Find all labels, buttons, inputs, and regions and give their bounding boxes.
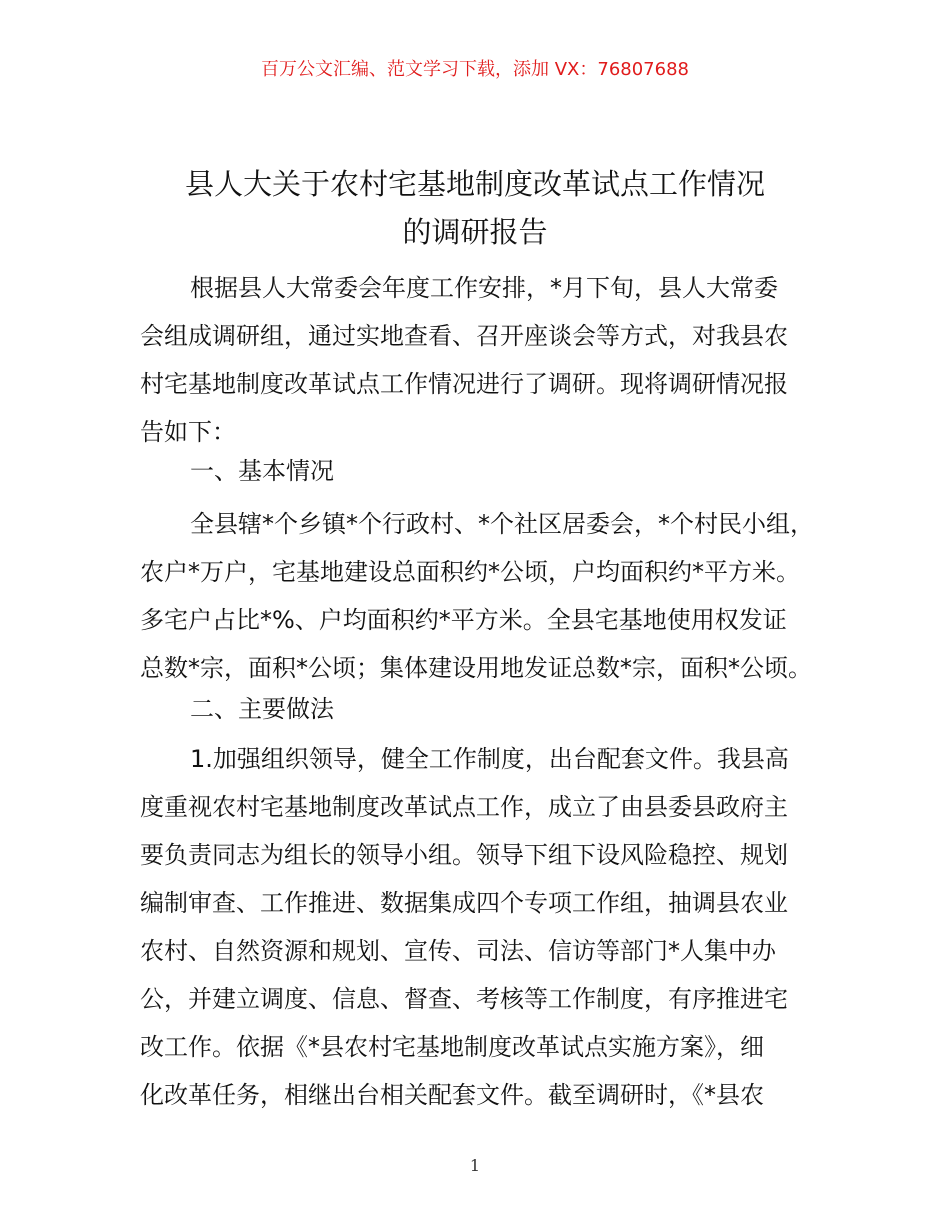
section-heading-text: 一、基本情况 (190, 457, 334, 485)
paragraph-basic-info (140, 500, 840, 692)
section-heading-practices (140, 685, 840, 733)
paragraph-line: 农户*万户，宅基地建设总面积约*公顷，户均面积约*平方米。 (140, 558, 800, 586)
section-heading-basic (140, 447, 840, 495)
paragraph-line: 度重视农村宅基地制度改革试点工作，成立了由县委县政府主 (140, 793, 788, 821)
paragraph-line: 村宅基地制度改革试点工作情况进行了调研。现将调研情况报 (140, 370, 788, 398)
paragraph-line: 多宅户占比*%、户均面积约*平方米。全县宅基地使用权发证 (140, 606, 787, 634)
paragraph-line: 告如下： (140, 418, 236, 446)
paragraph-practice-1 (140, 735, 840, 1119)
paragraph-line: 改工作。依据《*县农村宅基地制度改革试点实施方案》，细 (140, 1033, 764, 1061)
paragraph-line: 公，并建立调度、信息、督查、考核等工作制度，有序推进宅 (140, 985, 788, 1013)
paragraph-line: 全县辖*个乡镇*个行政村、*个社区居委会，*个村民小组， (190, 510, 814, 538)
paragraph-line: 根据县人大常委会年度工作安排，*月下旬，县人大常委 (190, 274, 778, 302)
section-heading-text: 二、主要做法 (190, 695, 334, 723)
page-number: 1 (469, 1156, 481, 1175)
paragraph-line: 农村、自然资源和规划、宣传、司法、信访等部门*人集中办 (140, 937, 776, 965)
paragraph-line: 化改革任务，相继出台相关配套文件。截至调研时，《*县农 (140, 1081, 764, 1109)
document-title-line-1: 县人大关于农村宅基地制度改革试点工作情况 (184, 167, 765, 201)
paragraph-line: 总数*宗，面积*公顷；集体建设用地发证总数*宗，面积*公顷。 (140, 654, 812, 682)
paragraph-line: 要负责同志为组长的领导小组。领导下组下设风险稳控、规划 (140, 841, 788, 869)
header-note: 百万公文汇编、范文学习下载，添加 VX：76807688 (261, 59, 689, 80)
paragraph-intro (140, 264, 840, 456)
document-title-line-2: 的调研报告 (402, 215, 548, 249)
paragraph-line: 会组成调研组，通过实地查看、召开座谈会等方式，对我县农 (140, 322, 788, 350)
paragraph-line: 编制审查、工作推进、数据集成四个专项工作组，抽调县农业 (140, 889, 788, 917)
paragraph-line: 1.加强组织领导，健全工作制度，出台配套文件。我县高 (190, 745, 789, 773)
